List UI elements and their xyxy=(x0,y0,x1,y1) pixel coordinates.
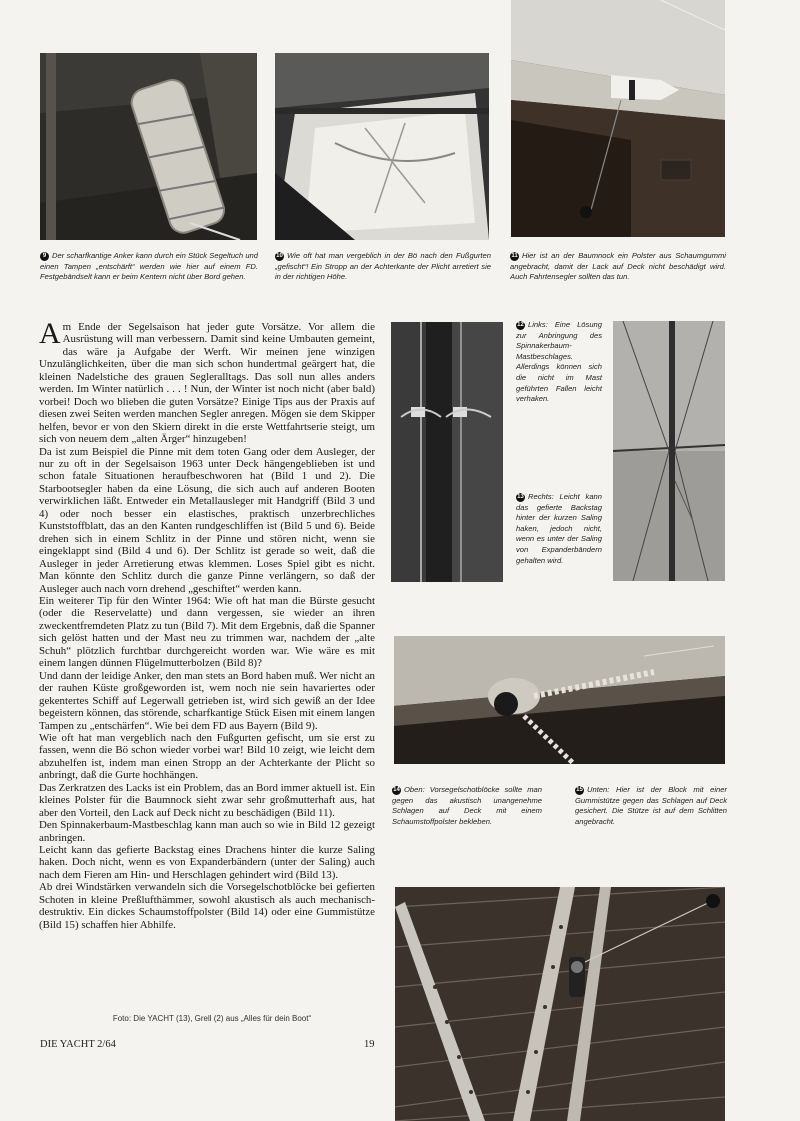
caption-number: 9 xyxy=(40,252,49,261)
caption-10: 10 Wie oft hat man vergeblich in der Bö nach den Fußgurten „gefischt“! Ein Stropp an der Achterkante der Plicht arretiert sie in der richtigen Höhe. xyxy=(275,251,491,282)
footer-magazine: DIE YACHT 2/64 xyxy=(40,1039,116,1050)
photo-14-block-pad xyxy=(394,636,725,764)
article-paragraph: Ab drei Windstärken verwandeln sich die Vorsegelschotblöcke bei gefierten Schoten in kleine Preßlufthämmer, sowohl akustisch als auch mechanisch-destruktiv. Ein dickes Schaumstoffpolster (Bild 14) oder eine Gummistütze (Bild 15) schaffen hier Abhilfe. xyxy=(39,881,375,931)
caption-number: 14 xyxy=(393,787,400,793)
photo-12-mast-fitting xyxy=(391,322,503,582)
photo-15-deck-track xyxy=(395,887,725,1121)
caption-12: 12 Links: Eine Lösung zur Anbringung des Spinnakerbaum-Mastbeschlages. Allerdings können sich die nicht im Mast geführten Fallen leicht verhaken. xyxy=(516,320,602,404)
photo-13-backstay xyxy=(613,321,725,581)
caption-15: 15 Unten: Hier ist der Block mit einer Gummistütze gegen das Schlagen auf Deck gesichert. Die Stütze ist auf dem Schlitten angebracht. xyxy=(575,785,727,826)
photo-credit: Foto: Die YACHT (13), Grell (2) aus „Alles für dein Boot“ xyxy=(112,1014,312,1023)
caption-number: 10 xyxy=(276,253,283,259)
article-paragraph: Leicht kann das gefierte Backstag eines Drachens hinter die kurze Saling haken. Doch nicht, wenn es von Expanderbändern (unter der Saling) auch nach dem Fieren am Hin- und Herschlagen gehindert wird (Bild 13). xyxy=(39,844,375,881)
caption-9: 9 Der scharfkantige Anker kann durch ein Stück Segeltuch und einen Tampen „entschärft“ werden wie hier auf einem FD. Festgebändselt kann er beim Kentern nicht über Bord gehen. xyxy=(40,251,258,282)
photo-10-hiking-straps xyxy=(275,53,489,240)
article-body xyxy=(39,317,376,931)
photo-11-boom-pad xyxy=(511,0,725,237)
caption-number: 13 xyxy=(517,494,524,500)
article-paragraph: Ein weiterer Tip für den Winter 1964: Wie oft hat man die Bürste gesucht (oder die Reservelatte) und dann vergessen, sie wieder an ihren zweckentfremdeten Platz zu tun (Bild 7). Mit dem Ergebnis, daß die Spanner sich gelöst hatten und der Mast neu zu trimmen war, nachdem der „alte Schuh“ plötzlich furchtbar durchgereicht worden war. Wie wäre es mit einem langen dünnen Flügelmutterbolzen (Bild 8)? xyxy=(39,594,375,670)
caption-number: 15 xyxy=(576,787,583,793)
caption-11: 11 Hier ist an der Baumnock ein Polster aus Schaumgummi angebracht, damit der Lack auf Deck nicht beschädigt wird. Auch Fahrtensegler sollten das tun. xyxy=(510,251,726,282)
article-paragraph: Und dann der leidige Anker, den man stets an Bord haben muß. Wer nicht an der rauhen Küste großgeworden ist, wem noch nie sein havariertes oder gekentertes Schiff auf Legerwall getrieben ist, wird sich gewiß an der Idee begeistern können, das störende, scharfkantige Stück Eisen mit einem langen Tampen zu „entschärfen“. Wie bei dem FD aus Bayern (Bild 9). xyxy=(39,669,375,732)
article-paragraph: Wie oft hat man vergeblich nach den Fußgurten gefischt, um sie erst zu fassen, wenn die Bö schon wieder vorbei war! Bild 10 zeigt, wie leicht dem abzuhelfen ist, indem man einen Stropp an der Achterkante der Plicht so anbringt, daß die Gurte hochhängen. xyxy=(39,731,375,782)
article-paragraph: Da ist zum Beispiel die Pinne mit dem toten Gang oder dem Ausleger, der nur zu oft in der Segelsaison 1963 unter Deck hängengeblieben ist und schon fatale Situationen heraufbeschworen hat (Bild 1 und 2). Die Starbootsegler haben da eine Lösung, die sich auch auf anderen Booten verwirklichen läßt. Entweder ein Metallausleger mit Handgriff (Bild 3 und 4) oder noch besser ein elastisches, praktisch unzerbrechliches Kunststoffblatt, das an den Kanten rundgeschliffen ist (Bild 5 und 6). Beide drehen sich in einem Schlitz in der Pinne und stören nicht, wenn sie eingeklappt sind (Bild 4 und 6). Der Schlitz ist gerade so weit, daß die Ausleger in jeder Arretierung etwas klemmen. Loses Spiel gibt es nicht. Man könnte den Schlitz durch die ganze Pinne verlängern, so daß der Ausleger auch nach vorn drehend „geschiftet“ werden kann. xyxy=(39,445,375,595)
article-paragraph: Das Zerkratzen des Lacks ist ein Problem, das an Bord immer aktuell ist. Ein kleines Polster für die Baumnock sieht zwar sehr großmutterhaft aus, hat aber den Vorteil, den Lack auf Deck nicht zu beschädigen (Bild 11). xyxy=(39,781,376,819)
caption-number: 12 xyxy=(517,322,524,328)
page-number: 19 xyxy=(364,1039,375,1050)
drop-cap: A xyxy=(39,317,61,350)
caption-13: 13 Rechts: Leicht kann das gefierte Backstag hinter der kurzen Saling haken, jedoch nicht, wenn es unter der Saling von Expanderbändern gehalten wird. xyxy=(516,492,602,565)
article-paragraph: Den Spinnakerbaum-Mastbeschlag kann man auch so wie in Bild 12 gezeigt anbringen. xyxy=(39,819,375,844)
photo-9-anchor xyxy=(40,53,257,240)
caption-14: 14 Oben: Vorsegelschotblöcke sollte man gegen das akustisch unangenehme Schlagen auf Deck mit einem Schaumstoffpolster bekleben. xyxy=(392,785,542,826)
article-paragraph: Am Ende der Segelsaison hat jeder gute Vorsätze. Vor allem die Ausrüstung will man verbessern. Damit sind keine Umbauten gemeint, das wäre ja Aufgabe der Werft. Wir meinen jene winzigen Unzulänglichkeiten, über die man sich schon hundertmal geärgert hat, die kleinen Nadelstiche des grauen Segleralltags. Das soll nun alles anders werden. Im Winter natürlich . . . ! Nun, der Winter ist noch nicht (aber bald) vorbei! Doch wo blieben die guten Vorsätze? Einige Tips aus der Praxis auf diesen zwei Seiten werden manchen Segler anregen. Mögen sie dem Skipper helfen, bevor er von den Skiern direkt in die erste Wettfahrtserie steigt, um sich von neuem dem „alten Ärger“ hinzugeben! xyxy=(39,317,375,446)
caption-number: 11 xyxy=(511,253,518,259)
